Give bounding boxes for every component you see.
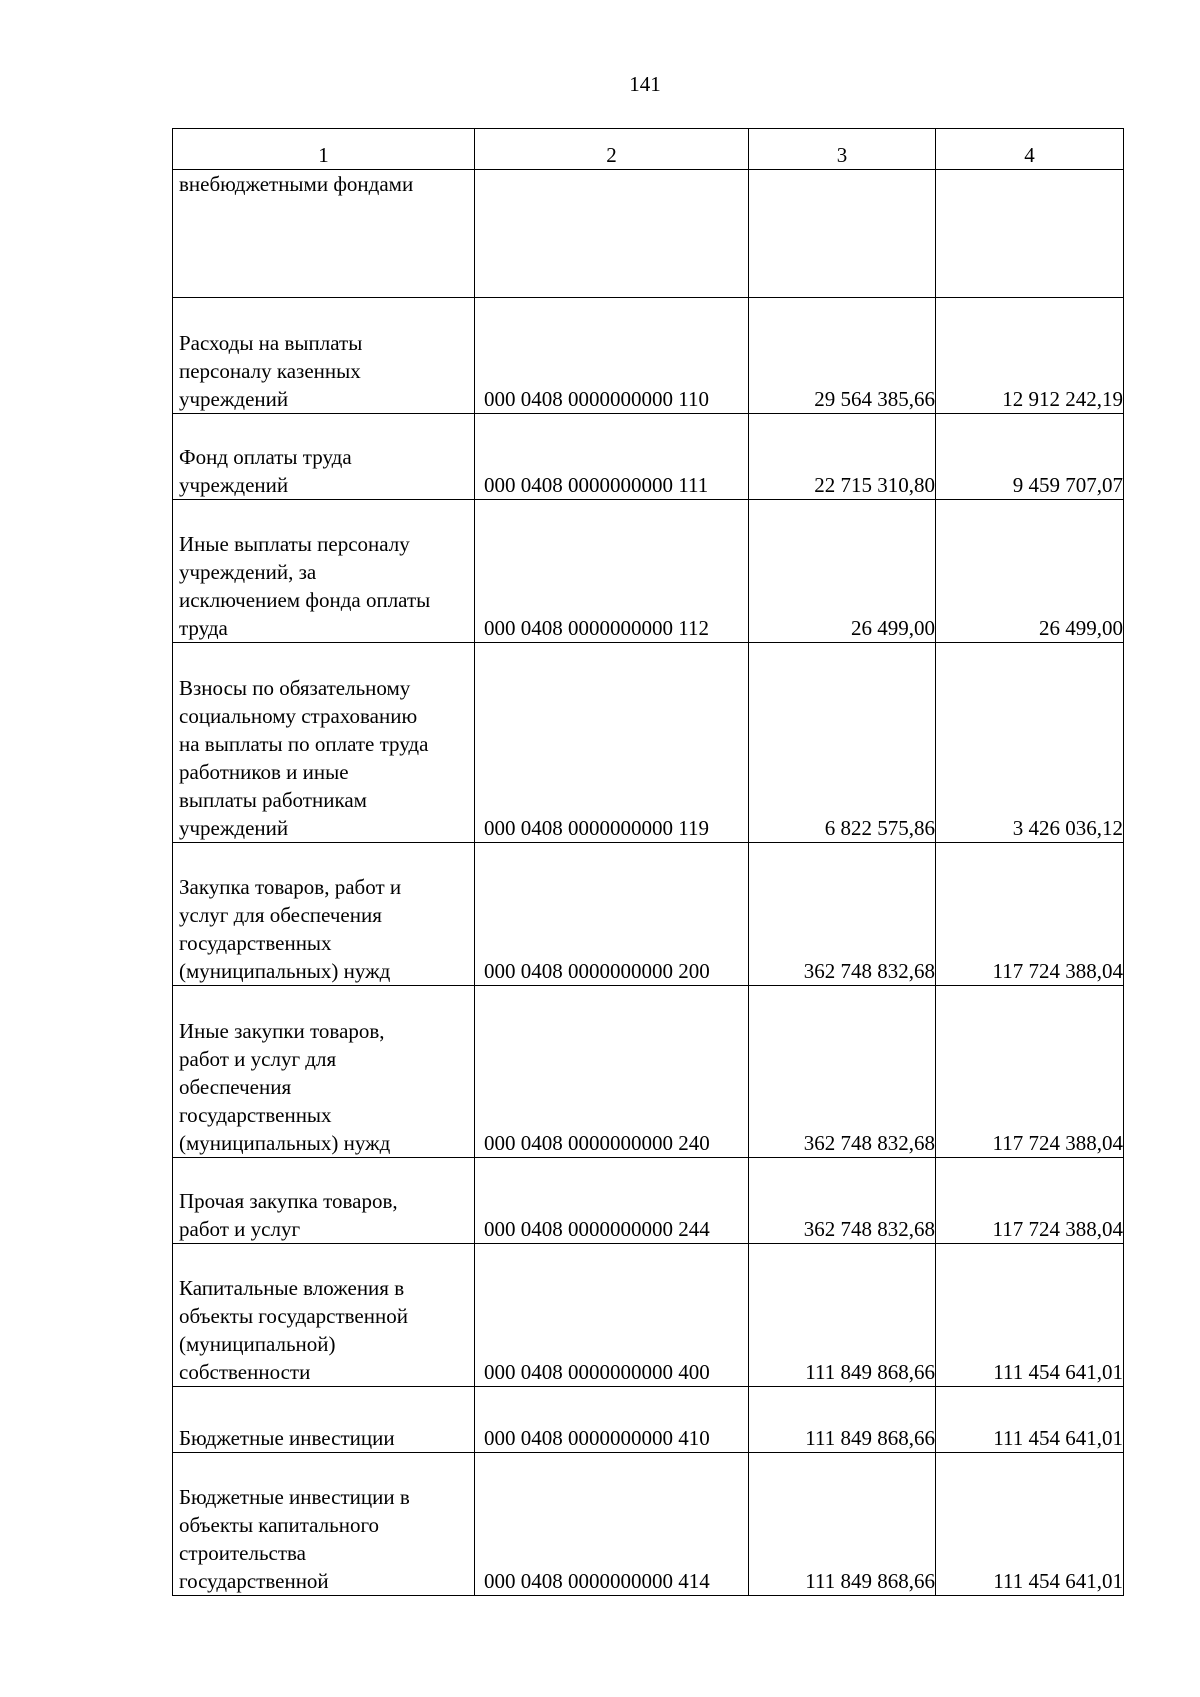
budget-code-cell: 000 0408 0000000000 410 xyxy=(475,1387,749,1453)
row-name-line: объекты государственной xyxy=(179,1304,408,1328)
row-name xyxy=(173,1244,475,1387)
value-col4-cell: 111 454 641,01 xyxy=(936,1244,1124,1387)
row-name xyxy=(173,500,475,643)
value-col3-cell: 111 849 868,66 xyxy=(749,1244,936,1387)
column-header-row xyxy=(173,129,1124,170)
table-row xyxy=(173,1158,1124,1244)
row-name-line: обеспечения xyxy=(179,1075,292,1099)
row-name-line: внебюджетными фондами xyxy=(179,172,414,196)
value-col3-cell: 111 849 868,66 xyxy=(749,1453,936,1596)
table-row xyxy=(173,843,1124,986)
row-name xyxy=(173,1387,475,1453)
budget-code-cell xyxy=(475,170,749,298)
row-name-line: учреждений, за xyxy=(179,560,317,584)
value-col3-cell: 29 564 385,66 xyxy=(749,298,936,414)
row-name-line: выплаты работникам xyxy=(179,788,367,812)
column-header: 4 xyxy=(936,129,1124,170)
row-name-line: Бюджетные инвестиции xyxy=(179,1426,395,1450)
value-col4-cell: 111 454 641,01 xyxy=(936,1387,1124,1453)
row-name xyxy=(173,643,475,843)
table-row xyxy=(173,1244,1124,1387)
table-row xyxy=(173,643,1124,843)
row-name-line: Фонд оплаты труда xyxy=(179,445,352,469)
column-header: 2 xyxy=(475,129,749,170)
value-col4-cell: 117 724 388,04 xyxy=(936,1158,1124,1244)
table-row xyxy=(173,1387,1124,1453)
value-col4-cell: 111 454 641,01 xyxy=(936,1453,1124,1596)
row-name xyxy=(173,1453,475,1596)
row-name-line: государственных xyxy=(179,931,332,955)
row-name xyxy=(173,170,475,298)
budget-code-cell: 000 0408 0000000000 112 xyxy=(475,500,749,643)
row-name-line: труда xyxy=(179,616,228,640)
table-row xyxy=(173,414,1124,500)
budget-code-cell: 000 0408 0000000000 110 xyxy=(475,298,749,414)
budget-code-cell: 000 0408 0000000000 200 xyxy=(475,843,749,986)
row-name-line: работ и услуг для xyxy=(179,1047,337,1071)
value-col3-cell: 362 748 832,68 xyxy=(749,986,936,1158)
row-name xyxy=(173,1158,475,1244)
row-name-line: собственности xyxy=(179,1360,311,1384)
budget-table xyxy=(172,128,1124,1596)
table-row xyxy=(173,170,1124,298)
value-col3-cell: 362 748 832,68 xyxy=(749,843,936,986)
page-number: 141 xyxy=(629,72,661,96)
row-name xyxy=(173,414,475,500)
value-col4-cell: 9 459 707,07 xyxy=(936,414,1124,500)
budget-code-cell: 000 0408 0000000000 414 xyxy=(475,1453,749,1596)
row-name-line: Прочая закупка товаров, xyxy=(179,1189,398,1213)
value-col4-cell xyxy=(936,170,1124,298)
row-name-line: (муниципальной) xyxy=(179,1332,336,1356)
column-header: 3 xyxy=(749,129,936,170)
table-row xyxy=(173,298,1124,414)
row-name-line: государственных xyxy=(179,1103,332,1127)
row-name-line: (муниципальных) нужд xyxy=(179,959,391,983)
row-name-line: государственной xyxy=(179,1569,329,1593)
row-name-line: Расходы на выплаты xyxy=(179,331,363,355)
row-name-line: Закупка товаров, работ и xyxy=(179,875,402,899)
budget-code-cell: 000 0408 0000000000 119 xyxy=(475,643,749,843)
value-col4-cell: 12 912 242,19 xyxy=(936,298,1124,414)
row-name-line: Капитальные вложения в xyxy=(179,1276,405,1300)
budget-code-cell: 000 0408 0000000000 240 xyxy=(475,986,749,1158)
value-col4-cell: 117 724 388,04 xyxy=(936,843,1124,986)
row-name-line: Взносы по обязательному xyxy=(179,676,411,700)
table-row xyxy=(173,500,1124,643)
column-header: 1 xyxy=(173,129,475,170)
row-name-line: объекты капитального xyxy=(179,1513,380,1537)
budget-code-cell: 000 0408 0000000000 400 xyxy=(475,1244,749,1387)
value-col3-cell: 6 822 575,86 xyxy=(749,643,936,843)
budget-code-cell: 000 0408 0000000000 244 xyxy=(475,1158,749,1244)
value-col3-cell: 362 748 832,68 xyxy=(749,1158,936,1244)
row-name-line: социальному страхованию xyxy=(179,704,418,728)
row-name-line: на выплаты по оплате труда xyxy=(179,732,429,756)
row-name-line: Иные выплаты персоналу xyxy=(179,532,410,556)
row-name-line: персоналу казенных xyxy=(179,359,361,383)
row-name-line: услуг для обеспечения xyxy=(179,903,382,927)
row-name-line: исключением фонда оплаты xyxy=(179,588,431,612)
row-name-line: работ и услуг xyxy=(179,1217,301,1241)
table-row xyxy=(173,986,1124,1158)
value-col3-cell: 26 499,00 xyxy=(749,500,936,643)
row-name-line: учреждений xyxy=(179,387,289,411)
value-col3-cell xyxy=(749,170,936,298)
table-row xyxy=(173,1453,1124,1596)
row-name-line: Иные закупки товаров, xyxy=(179,1019,385,1043)
budget-code-cell: 000 0408 0000000000 111 xyxy=(475,414,749,500)
row-name xyxy=(173,298,475,414)
row-name-line: строительства xyxy=(179,1541,307,1565)
row-name-line: учреждений xyxy=(179,816,289,840)
row-name xyxy=(173,843,475,986)
value-col4-cell: 117 724 388,04 xyxy=(936,986,1124,1158)
row-name-line: Бюджетные инвестиции в xyxy=(179,1485,410,1509)
row-name-line: работников и иные xyxy=(179,760,349,784)
value-col3-cell: 22 715 310,80 xyxy=(749,414,936,500)
value-col3-cell: 111 849 868,66 xyxy=(749,1387,936,1453)
row-name-line: (муниципальных) нужд xyxy=(179,1131,391,1155)
value-col4-cell: 26 499,00 xyxy=(936,500,1124,643)
row-name xyxy=(173,986,475,1158)
value-col4-cell: 3 426 036,12 xyxy=(936,643,1124,843)
row-name-line: учреждений xyxy=(179,473,289,497)
